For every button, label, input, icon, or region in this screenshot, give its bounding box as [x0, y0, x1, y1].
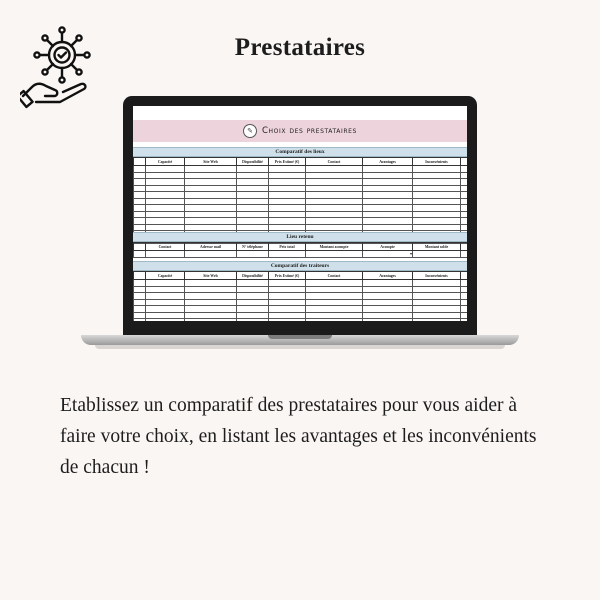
planner-logo-icon: ✎: [243, 124, 257, 138]
column-header: Capacité: [146, 272, 185, 280]
table-cell[interactable]: [461, 319, 468, 322]
column-header: Montant solde: [413, 243, 461, 251]
table-cell[interactable]: [413, 251, 461, 258]
column-header: Contact: [306, 272, 363, 280]
column-header: Site Web: [185, 158, 237, 166]
column-header: [461, 272, 468, 280]
table-cell[interactable]: [146, 251, 185, 258]
table-cell[interactable]: [134, 319, 146, 322]
column-header: Avantages: [363, 158, 413, 166]
column-header: Avantages: [363, 272, 413, 280]
section-comparatif-lieux: [133, 147, 467, 244]
column-header: Contact: [146, 243, 185, 251]
section-lieu-retenu: [133, 232, 467, 258]
column-header: Capacité: [146, 158, 185, 166]
laptop-frame: [123, 96, 477, 336]
table-cell[interactable]: [413, 319, 461, 322]
column-header: Contact: [306, 158, 363, 166]
description-text: Etablissez un comparatif des prestataires pour vous aider à faire votre choix, en listant les avantages et les inconvénients de chacun !: [60, 395, 537, 478]
table-row: [134, 251, 468, 258]
table-row: [134, 319, 468, 322]
table-cell[interactable]: [306, 319, 363, 322]
table-cell[interactable]: [185, 251, 237, 258]
table-cell[interactable]: [269, 251, 306, 258]
section-title: Lieu retenu: [133, 232, 467, 242]
column-header: Prix Estimé (€): [269, 158, 306, 166]
spreadsheet-screen: [133, 106, 467, 321]
data-table: [133, 157, 467, 244]
column-header: [461, 158, 468, 166]
table-cell[interactable]: [237, 319, 269, 322]
column-header: N° téléphone: [237, 243, 269, 251]
table-cell[interactable]: [237, 251, 269, 258]
section-title: Comparatif des lieux: [133, 147, 467, 157]
table-cell[interactable]: [306, 251, 363, 258]
acompte-dropdown[interactable]: ▾: [363, 251, 413, 258]
page-title: Prestataires: [234, 34, 366, 61]
section-title: Comparatif des traiteurs: [133, 261, 467, 271]
column-header: Inconvénients: [413, 272, 461, 280]
column-header: Acompte: [363, 243, 413, 251]
column-header: Disponibilité: [237, 272, 269, 280]
table-cell[interactable]: [134, 251, 146, 258]
column-header: Inconvénients: [413, 158, 461, 166]
data-table: [133, 242, 467, 258]
column-header: [134, 272, 146, 280]
column-header: [461, 243, 468, 251]
column-header: [134, 243, 146, 251]
table-cell[interactable]: [269, 319, 306, 322]
column-header: [134, 158, 146, 166]
column-header: Montant acompte: [306, 243, 363, 251]
laptop-notch: [268, 335, 332, 339]
column-header: Prix total: [269, 243, 306, 251]
table-cell[interactable]: [363, 319, 413, 322]
section-comparatif-traiteurs: [133, 261, 467, 321]
column-header: Disponibilité: [237, 158, 269, 166]
column-header: Site Web: [185, 272, 237, 280]
table-cell[interactable]: [146, 319, 185, 322]
laptop-shadow: [95, 345, 505, 349]
table-cell[interactable]: [185, 319, 237, 322]
sheet-banner: [133, 120, 467, 142]
column-header: Prix Estimé (€): [269, 272, 306, 280]
sheet-banner-title: Choix des prestataires: [262, 126, 357, 136]
data-table: [133, 271, 467, 321]
table-cell[interactable]: [461, 251, 468, 258]
column-header: Adresse mail: [185, 243, 237, 251]
